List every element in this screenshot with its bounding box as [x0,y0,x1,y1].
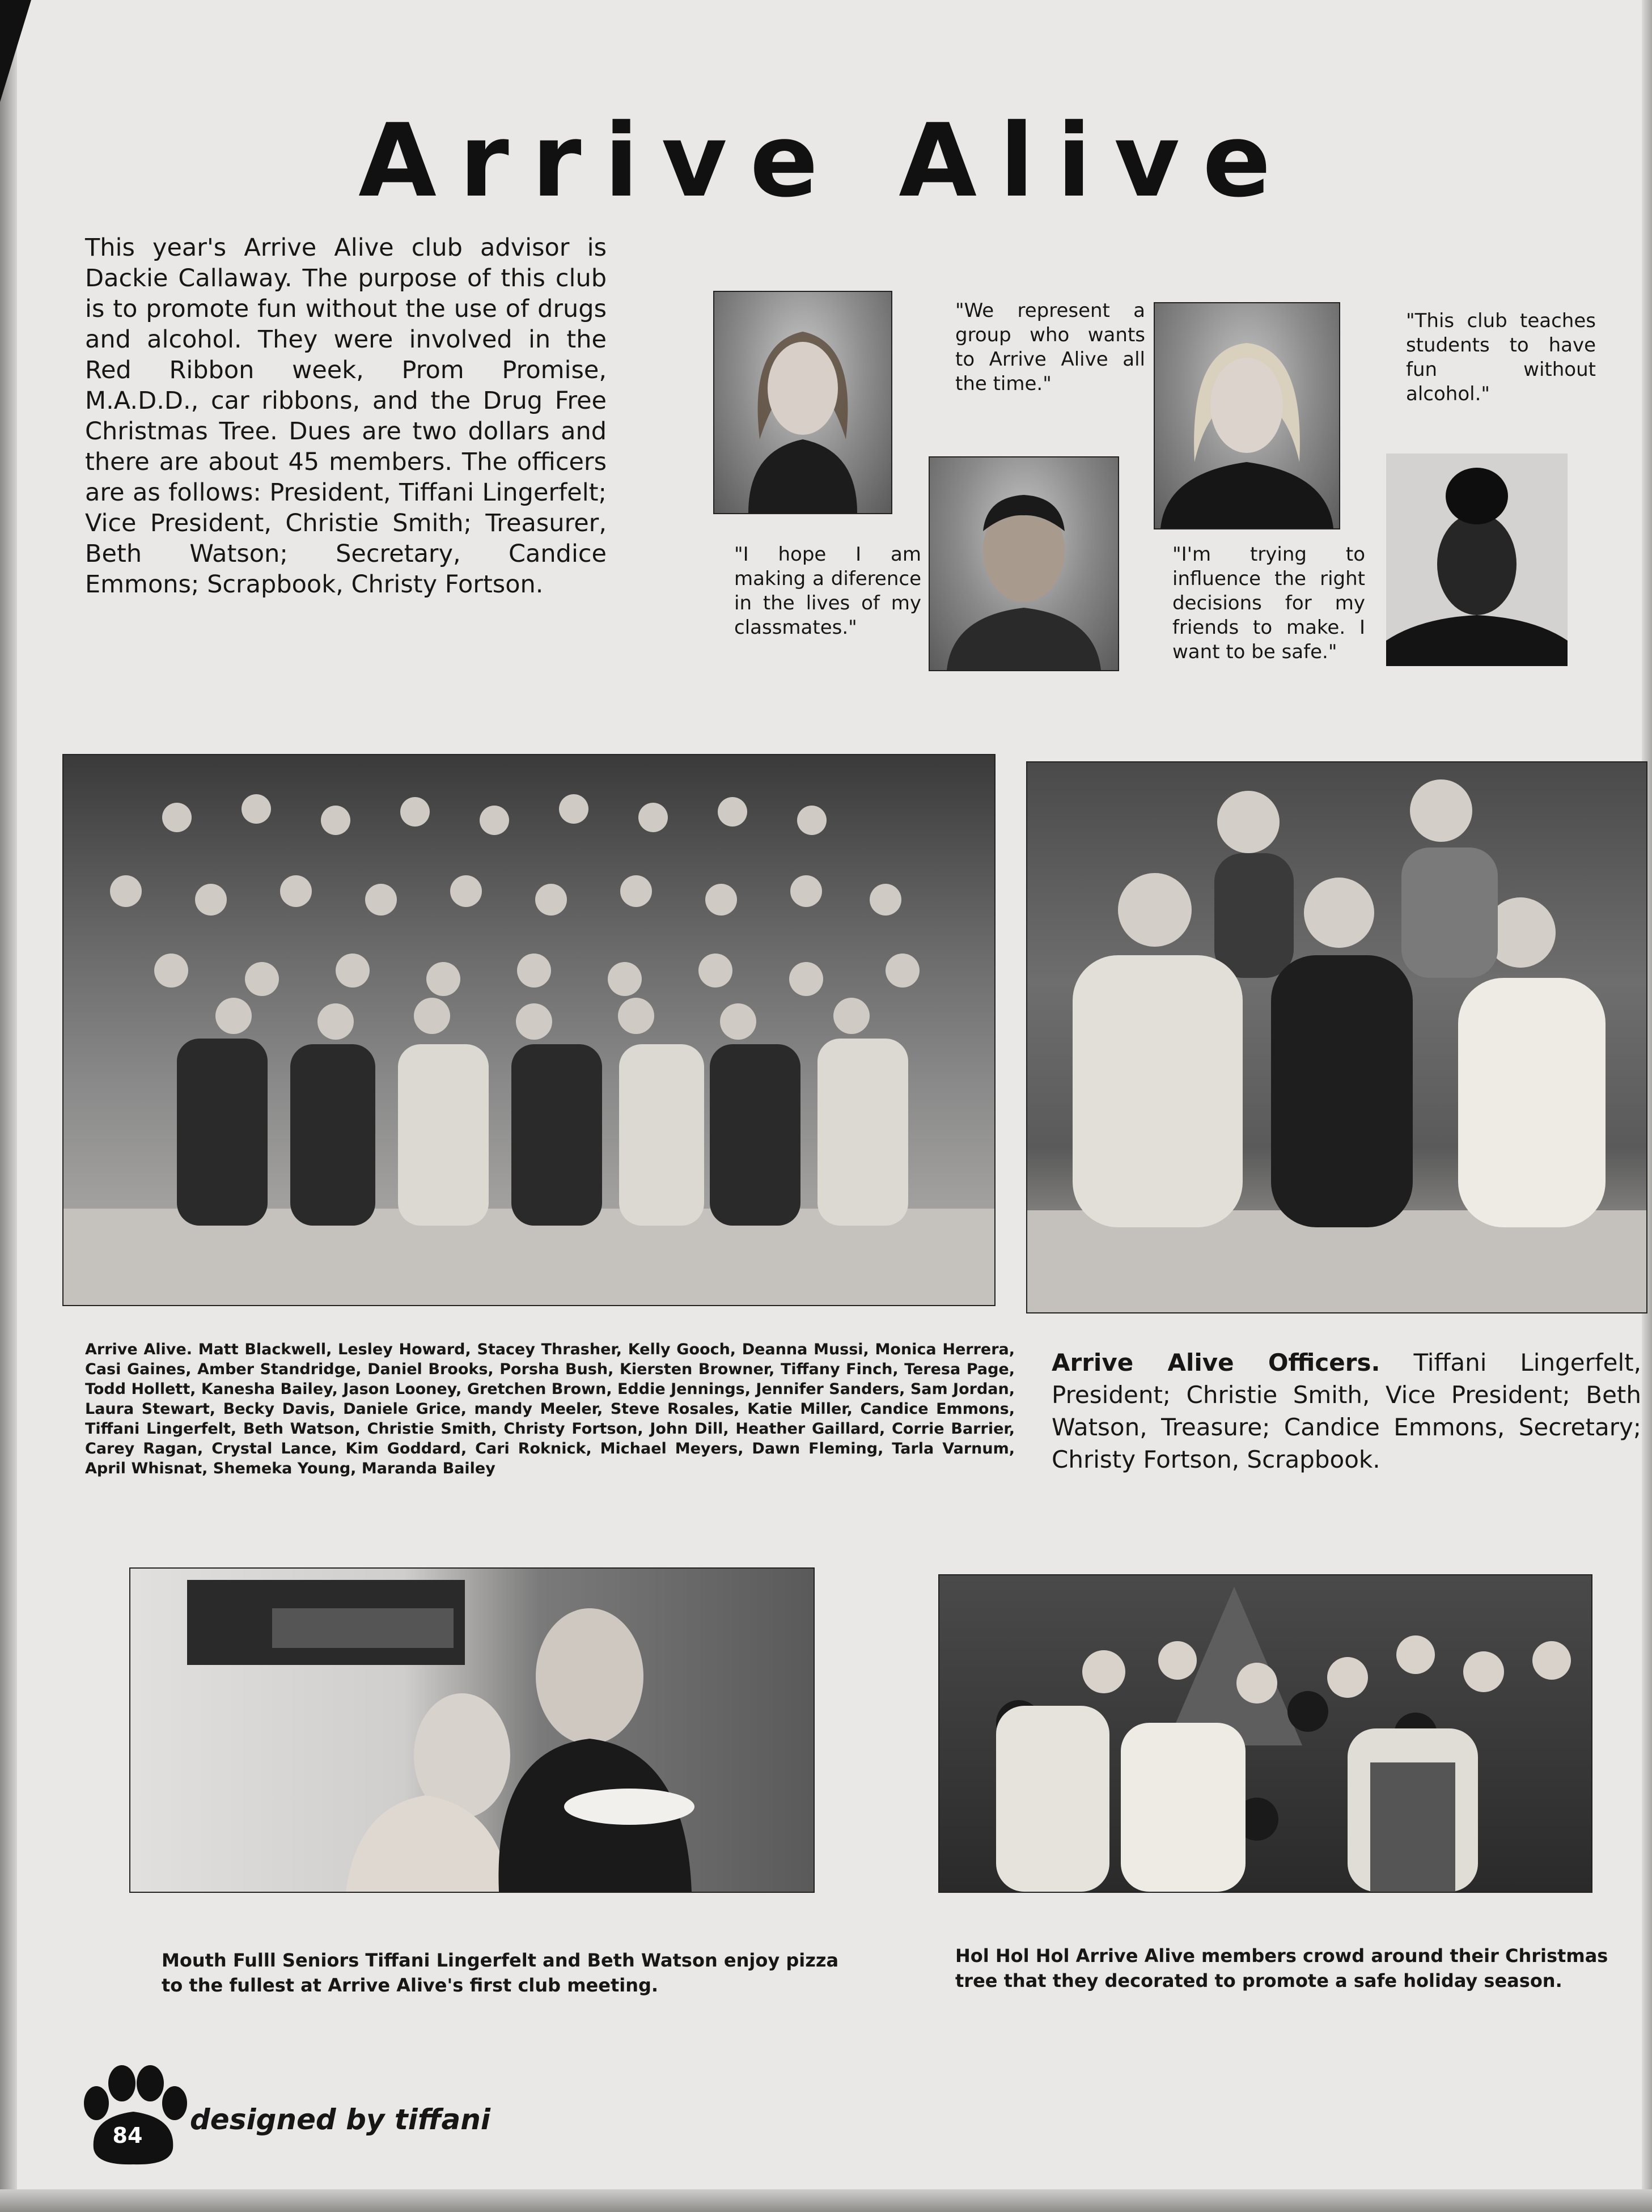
quote-4: "This club teaches students to have fun without alcohol." [1406,310,1596,405]
pizza-photo-caption [162,1948,842,1998]
paw-print-icon [79,2063,187,2166]
christmas-tree-photo [938,1574,1592,1893]
designer-credit: designed by tiffani [190,2103,491,2136]
pizza-photo [129,1567,815,1893]
group-photo [62,754,996,1306]
officers-photo-caption [1052,1346,1641,1476]
bottom-page-edge [0,2189,1652,2212]
tree-caption-text: Arrive Alive members crowd around their Christmas tree that they decorated to promote a safe holiday season. [955,1945,1608,1991]
page-binding-edge [0,0,17,2212]
page-title: Arrive Alive [358,102,1294,219]
intro-paragraph: This year's Arrive Alive club advisor is Dackie Callaway. The purpose of this club is to promote fun without the use of drugs and alcohol. They were involved in the Red Ribbon week, Prom Promise, M.A.D.D., car ribbons, and the Drug Free Christmas Tree. Dues are two dollars and there are about 45 members. The officers are as follows: President, Tiffani Lingerfelt; Vice President, Christie Smith; Treasurer, Beth Watson; Secretary, Candice Emmons; Scrapbook, Christy Fortson. [85,234,607,599]
portrait-photo-4 [1386,454,1568,666]
tree-caption-lead: Hol Hol Hol [955,1945,1070,1967]
portrait-photo-3 [1154,302,1340,529]
tree-photo-caption [955,1943,1636,1993]
quote-1: "I hope I am making a diference in the lives of my classmates." [734,543,921,639]
quote-2: "We represent a group who wants to Arrive Alive all the time." [955,299,1145,395]
quote-3: "I'm trying to influence the right decisions for my friends to make. I want to be safe." [1172,543,1365,663]
officers-caption-lead: Arrive Alive Officers. [1052,1349,1380,1376]
portrait-photo-2 [929,456,1119,671]
group-caption-text: Matt Blackwell, Lesley Howard, Stacey Thrasher, Kelly Gooch, Deanna Mussi, Monica Herrera, Casi Gaines, Amber Standridge, Daniel Brooks, Porsha Bush, Kiersten Browner, Tiffany Finch, Teresa Page, Todd Hollett, Kanesha Bailey, Jason Looney, Gretchen Brown, Eddie Jennings, Jennifer Sanders, Sam Jordan, Laura Stewart, Becky Davis, Daniele Grice, mandy Meeler, Steve Rosales, Katie Miller, Candice Emmons, Tiffani Lingerfelt, Beth Watson, Christie Smith, Christy Fortson, John Dill, Heather Gaillard, Corrie Barrier, Carey Ragan, Crystal Lance, Kim Goddard, Cari Roknick, Michael Meyers, Dawn Fleming, Tarla Varnum, April Whisnat, Shemeka Young, Maranda Bailey [85,1341,1015,1477]
pizza-caption-text: Seniors Tiffani Lingerfelt and Beth Watson enjoy pizza to the fullest at Arrive Alive's first club meeting. [162,1950,839,1996]
page-number: 84 [112,2123,143,2148]
portrait-photo-1 [713,291,892,514]
officers-caption-text: Tiffani Lingerfelt, President; Christie Smith, Vice President; Beth Watson, Treasure; Candice Emmons, Secretary; Christy Fortson, Scrapbook. [1052,1349,1641,1473]
pizza-caption-lead: Mouth Fulll [162,1950,276,1971]
officers-photo [1026,761,1647,1313]
group-caption-lead: Arrive Alive. [85,1341,192,1358]
group-photo-caption [85,1340,1015,1478]
